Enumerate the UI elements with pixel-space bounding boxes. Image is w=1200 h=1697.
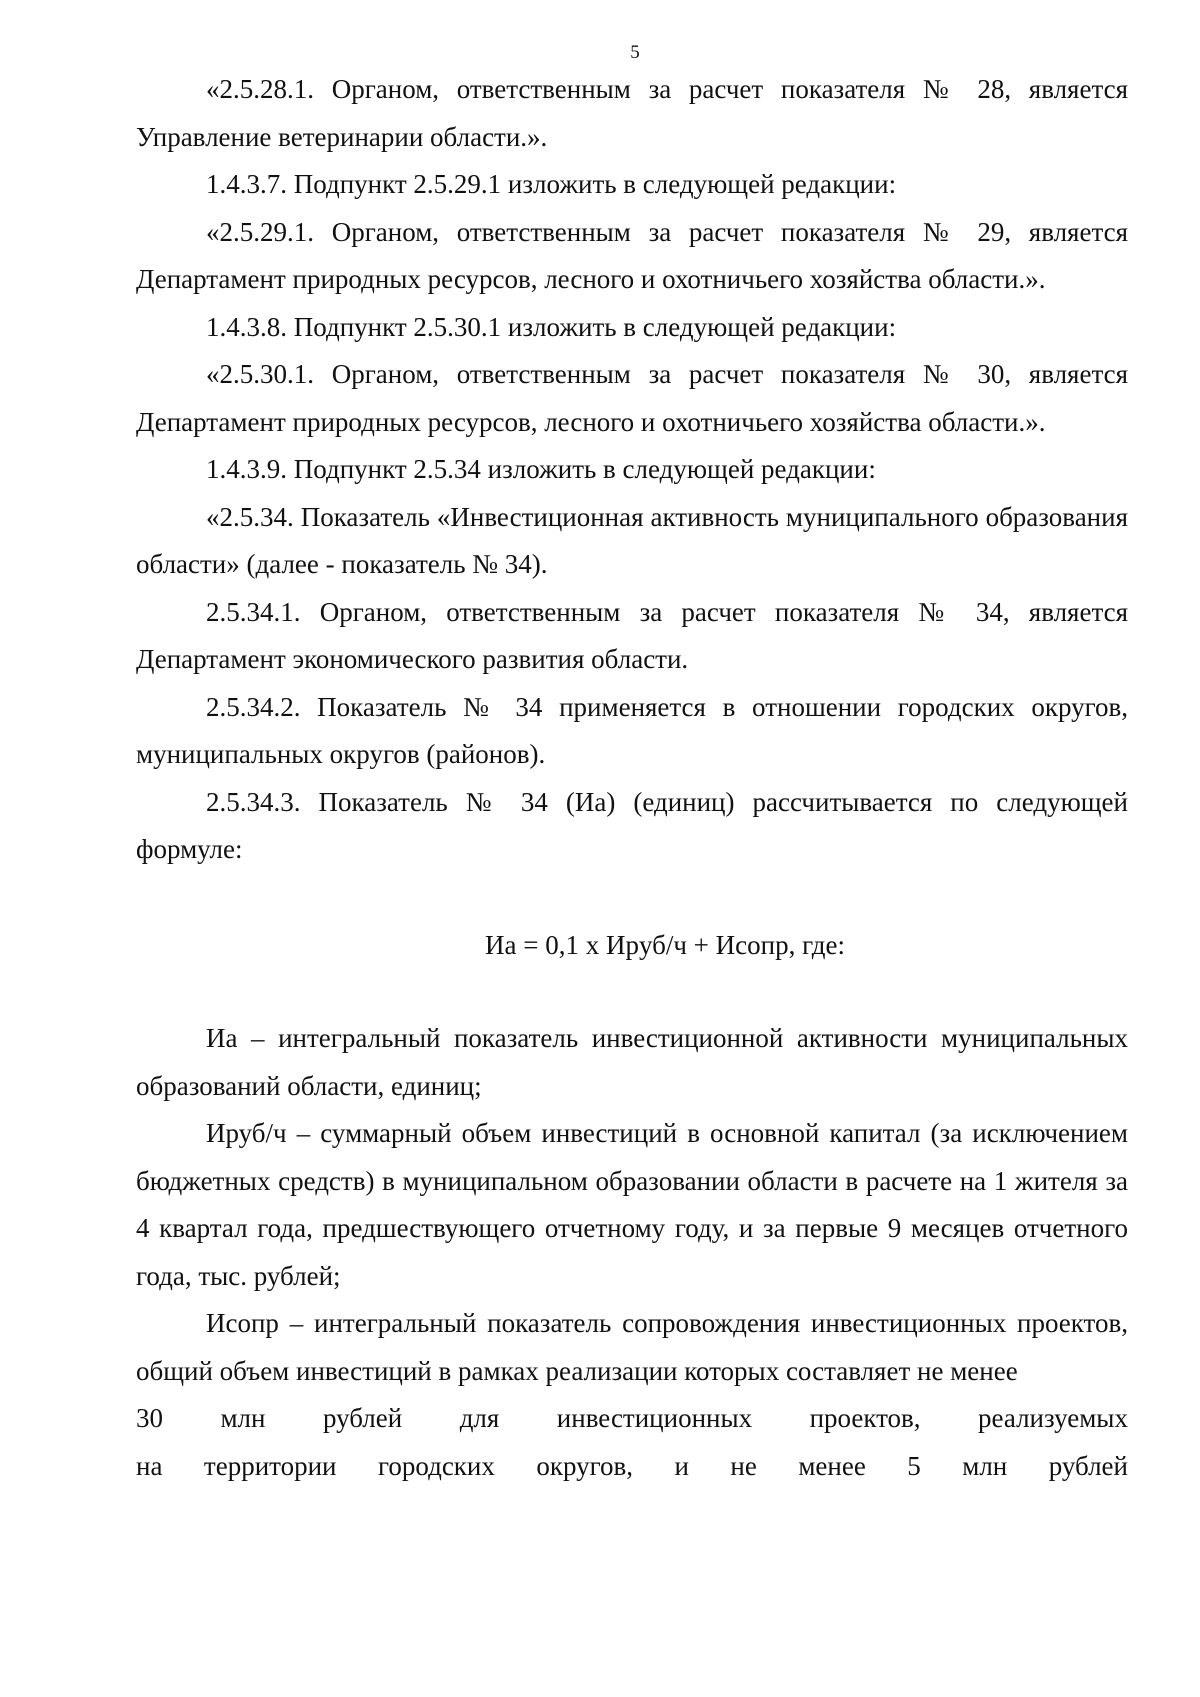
justified-line-1 bbox=[136, 1395, 1128, 1443]
definition-isopr: Исопр – интегральный показатель сопровождения инвестиционных проектов, общий объем инвестиций в рамках реализации которых составляет не менее bbox=[136, 1308, 1128, 1386]
word: территории bbox=[203, 1450, 337, 1481]
word: млн bbox=[220, 1403, 266, 1433]
paragraph: 2.5.34.3. Показатель № 34 (Иа) (единиц) рассчитывается по следующей формуле: bbox=[136, 786, 1128, 864]
paragraph: «2.5.29.1. Органом, ответственным за расчет показателя № 29, является Департамент природных ресурсов, лесного и охотничьего хозяйства области.». bbox=[136, 216, 1128, 294]
paragraph: 2.5.34.2. Показатель № 34 применяется в отношении городских округов, муниципальных округов (районов). bbox=[136, 691, 1128, 769]
word: реализуемых bbox=[978, 1403, 1128, 1433]
word: городских bbox=[377, 1450, 495, 1481]
page-number: 5 bbox=[630, 42, 640, 63]
justified-line-2 bbox=[136, 1443, 1128, 1491]
paragraph: 1.4.3.9. Подпункт 2.5.34 изложить в следующей редакции: bbox=[206, 454, 876, 484]
word: проектов, bbox=[809, 1403, 921, 1433]
definition-irub: Ируб/ч – суммарный объем инвестиций в основной капитал (за исключением бюджетных средств) в муниципальном образовании области в расчете на 1 жителя за 4 квартал года, предшествующего отчетному году, и за первые 9 месяцев отчетного года, тыс. рублей; bbox=[136, 1118, 1128, 1291]
word: 5 bbox=[907, 1450, 921, 1481]
word: округов, bbox=[536, 1450, 634, 1481]
word: для bbox=[459, 1403, 500, 1433]
word: не bbox=[730, 1450, 757, 1481]
formula: Иа = 0,1 х Иpуб/ч + Исопр, где: bbox=[484, 929, 846, 960]
word: на bbox=[136, 1450, 163, 1481]
word: млн bbox=[962, 1450, 1008, 1481]
paragraph: 1.4.3.7. Подпункт 2.5.29.1 изложить в следующей редакции: bbox=[206, 169, 897, 199]
word: менее bbox=[798, 1450, 866, 1481]
definition-ia: Иа – интегральный показатель инвестиционной активности муниципальных образований области, единиц; bbox=[136, 1023, 1128, 1101]
word: и bbox=[674, 1450, 689, 1481]
document-body bbox=[136, 66, 1128, 1490]
word: инвестиционных bbox=[556, 1403, 753, 1433]
word: 30 bbox=[136, 1403, 163, 1433]
paragraph: «2.5.30.1. Органом, ответственным за расчет показателя № 30, является Департамент природных ресурсов, лесного и охотничьего хозяйства области.». bbox=[136, 359, 1128, 437]
paragraph: 1.4.3.8. Подпункт 2.5.30.1 изложить в следующей редакции: bbox=[206, 311, 897, 342]
paragraph: «2.5.34. Показатель «Инвестиционная активность муниципального образования области» (далее - показатель № 34). bbox=[136, 501, 1128, 579]
paragraph: 2.5.34.1. Органом, ответственным за расчет показателя № 34, является Департамент экономического развития области. bbox=[136, 596, 1128, 674]
word: рублей bbox=[322, 1403, 403, 1433]
word: рублей bbox=[1048, 1450, 1128, 1481]
paragraph: «2.5.28.1. Органом, ответственным за расчет показателя № 28, является Управление ветеринарии области.». bbox=[136, 74, 1128, 152]
